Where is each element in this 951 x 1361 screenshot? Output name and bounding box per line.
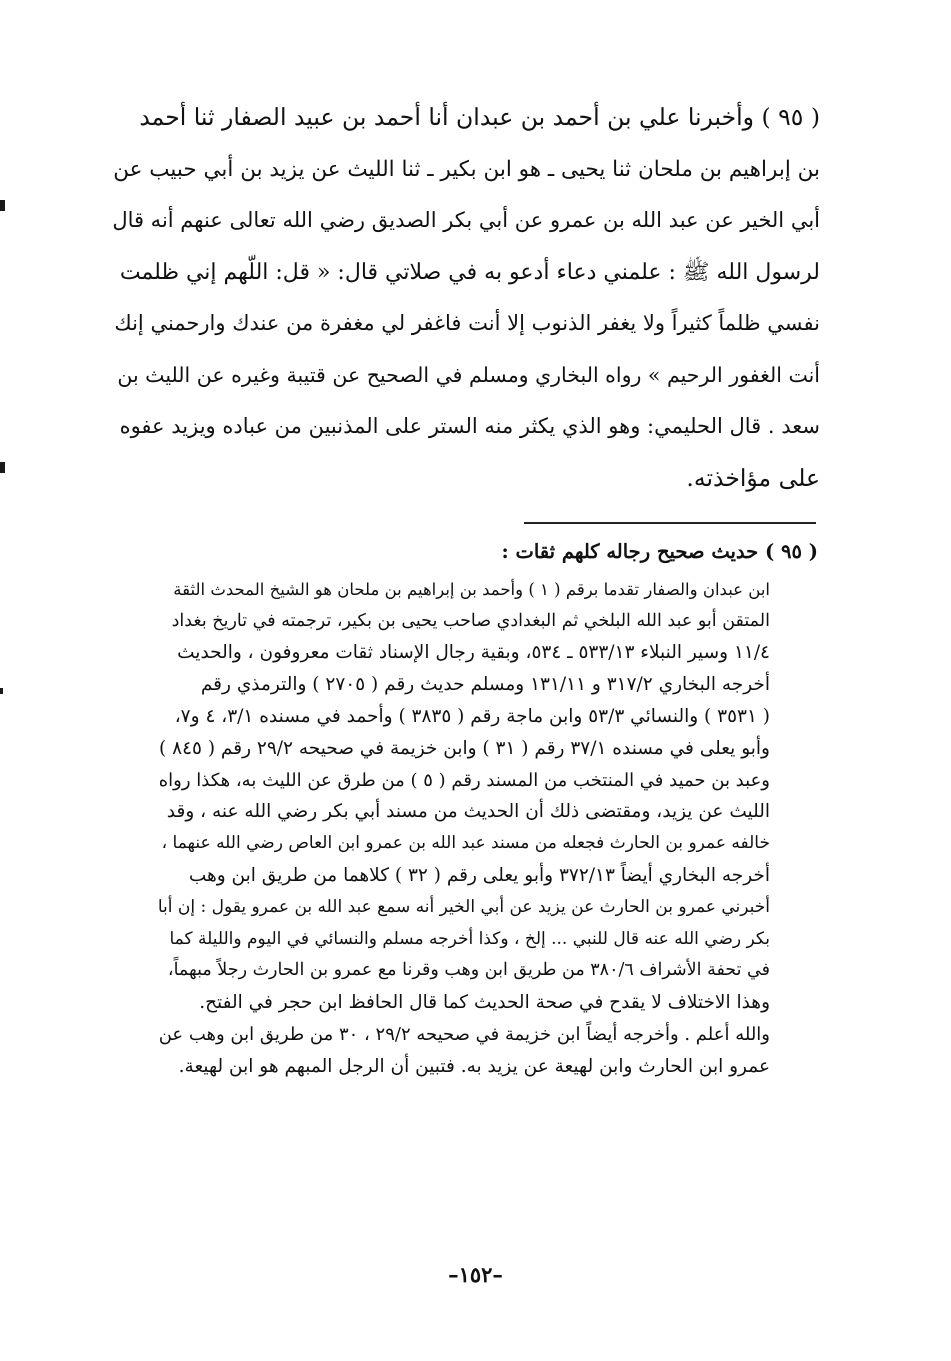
footnote-line: خالفه عمرو بن الحارث فجعله من مسند عبد الله بن عمرو ابن العاص رضي الله عنهما ،: [161, 833, 770, 854]
page-number: –١٥٢–: [448, 1262, 503, 1287]
text-line: سعد . قال الحليمي: وهو الذي يكثر منه الستر على المذنبين من عباده ويزيد عفوه: [119, 414, 820, 438]
text-line: بن إبراهيم بن ملحان ثنا يحيى ـ هو ابن بكير ـ ثنا الليث عن يزيد بن أبي حبيب عن: [113, 156, 820, 182]
footnote-line: عمرو ابن الحارث وابن لهيعة عن يزيد به. فتبين أن الرجل المبهم هو ابن لهيعة.: [178, 1055, 770, 1077]
footnote-separator: [524, 522, 816, 524]
footnote-title: ( ٩٥ ) حديث صحيح رجاله كلهم ثقات :: [501, 540, 818, 563]
footnote-body: [158, 574, 818, 1083]
hadith-paragraph: [108, 92, 820, 504]
footnote-line: والله أعلم . وأخرجه أيضاً ابن خزيمة في صحيحه ٢٩/٢ ، ٣٠ من طريق ابن وهب عن: [158, 1023, 770, 1045]
footnote-line: المتقن أبو عبد الله البلخي ثم البغدادي صاحب يحيى بن بكير، ترجمته في تاريخ بغداد: [171, 610, 770, 631]
footnote-line: وهذا الاختلاف لا يقدح في صحة الحديث كما قال الحافظ ابن حجر في الفتح.: [199, 992, 770, 1014]
footnote-line: الليث عن يزيد، ومقتضى ذلك أن الحديث من مسند أبي بكر رضي الله عنه ، وقد: [166, 801, 770, 823]
text-line: نفسي ظلماً كثيراً ولا يغفر الذنوب إلا أنت فاغفر لي مغفرة من عندك وارحمني إنك: [114, 311, 820, 335]
text-line: ( ٩٥ ) وأخبرنا علي بن أحمد بن عبدان أنا أحمد بن عبيد الصفار ثنا أحمد: [139, 103, 820, 131]
text-line: أبي الخير عن عبد الله بن عمرو عن أبي بكر الصديق رضي الله تعالى عنهم أنه قال: [112, 208, 820, 232]
footnote: [158, 536, 818, 1083]
text-line: لرسول الله ﷺ : علمني دعاء أدعو به في صلاتي قال: « قل: اللّهم إني ظلمت: [119, 259, 820, 285]
footnote-line: وأبو يعلى في مسنده ٣٧/١ رقم ( ٣١ ) وابن خزيمة في صحيحه ٢٩/٢ رقم ( ٨٤٥ ): [159, 737, 770, 759]
footnote-line: ١١/٤ وسير النبلاء ٥٣٣/١٣ ـ ٥٣٤، وبقية رجال الإسناد ثقات معروفون ، والحديث: [177, 642, 770, 664]
footnote-line: أخرجه البخاري أيضاً ٣٧٢/١٣ وأبو يعلى رقم ( ٣٢ ) كلاهما من طريق ابن وهب: [188, 864, 770, 886]
footnote-line: وعبد بن حميد في المنتخب من المسند رقم ( ٥ ) من طرق عن الليث به، هكذا رواه: [158, 769, 770, 791]
footnote-line: أخبرني عمرو بن الحارث عن يزيد عن أبي الخير أنه سمع عبد الله بن عمرو يقول : إن أبا: [157, 896, 770, 917]
footnote-line: في تحفة الأشراف ٣٨٠/٦ من طريق ابن وهب وقرنا مع عمرو بن الحارث رجلاً مبهماً،: [167, 960, 770, 981]
page-edge-mark: [0, 688, 3, 694]
page-edge-mark: [0, 200, 5, 211]
footnote-line: ابن عبدان والصفار تقدما برقم ( ١ ) وأحمد بن إبراهيم بن ملحان هو الشيخ المحدث الثقة: [173, 579, 770, 599]
text-line: على مؤاخذته.: [686, 463, 820, 492]
footnote-line: بكر رضي الله عنه قال للنبي ... إلخ ، وكذا أخرجه مسلم والنسائي في اليوم والليلة كما: [169, 928, 770, 949]
footnote-line: أخرجه البخاري ٣١٧/٢ و ١٣١/١١ ومسلم حديث رقم ( ٢٧٠٥ ) والترمذي رقم: [200, 674, 770, 696]
page-edge-mark: [0, 462, 5, 473]
footnote-line: ( ٣٥٣١ ) والنسائي ٥٣/٣ وابن ماجة رقم ( ٣٨٣٥ ) وأحمد في مسنده ٣/١، ٤ و٧،: [174, 705, 770, 727]
text-line: أنت الغفور الرحيم » رواه البخاري ومسلم في الصحيح عن قتيبة وغيره عن الليث بن: [117, 362, 820, 387]
